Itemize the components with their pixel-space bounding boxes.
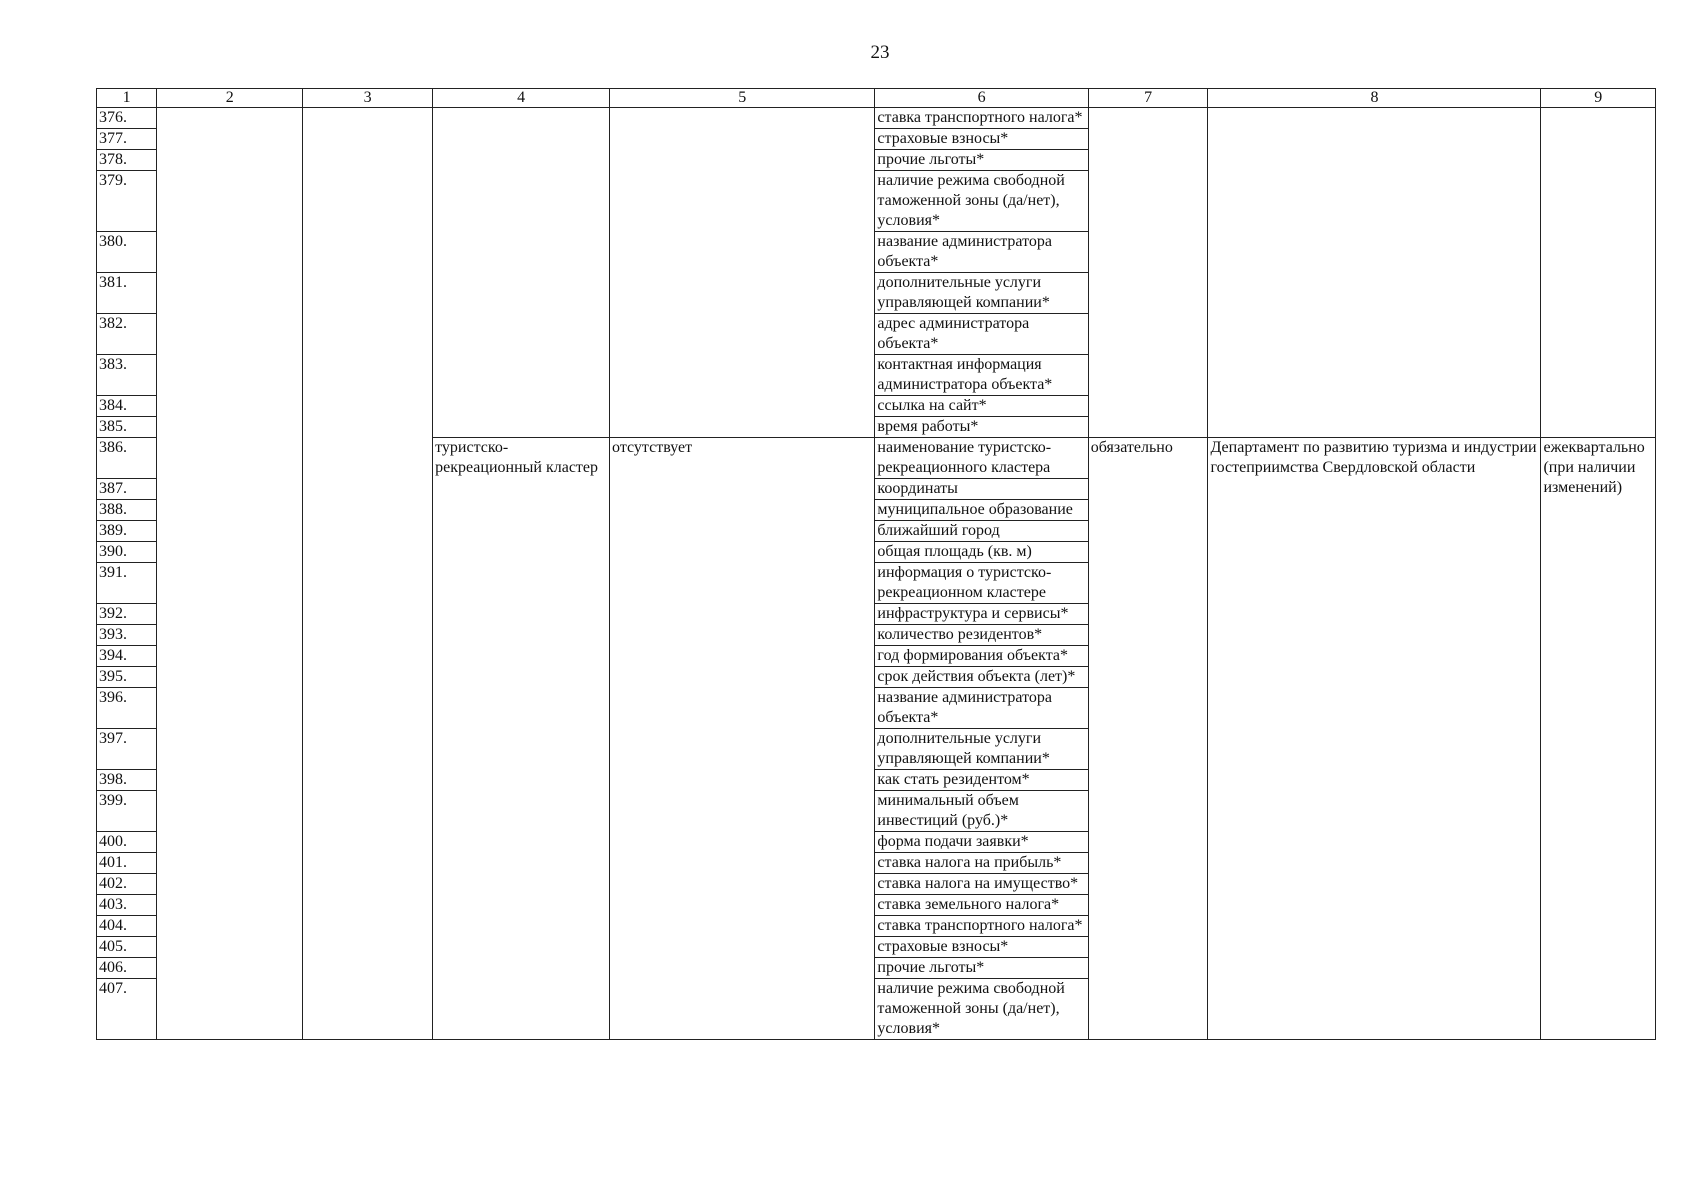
data-table (96, 88, 1656, 1040)
parameter-name: контактная информация администратора объекта* (875, 355, 1088, 396)
parameter-name: страховые взносы* (875, 937, 1088, 958)
parameter-name: ближайший город (875, 521, 1088, 542)
row-number: 401. (97, 853, 157, 874)
row-number: 389. (97, 521, 157, 542)
row-number: 405. (97, 937, 157, 958)
row-number: 402. (97, 874, 157, 895)
col-header-6: 6 (875, 89, 1088, 108)
row-number: 403. (97, 895, 157, 916)
col8-cell-group1 (1208, 108, 1541, 438)
row-number: 394. (97, 646, 157, 667)
parameter-name: количество резидентов* (875, 625, 1088, 646)
row-number: 397. (97, 729, 157, 770)
row-number: 384. (97, 396, 157, 417)
parameter-name: название администратора объекта* (875, 232, 1088, 273)
col-header-5: 5 (610, 89, 875, 108)
col-header-8: 8 (1208, 89, 1541, 108)
parameter-name: дополнительные услуги управляющей компании* (875, 729, 1088, 770)
parameter-name: год формирования объекта* (875, 646, 1088, 667)
row-number: 391. (97, 563, 157, 604)
parameter-name: минимальный объем инвестиций (руб.)* (875, 791, 1088, 832)
object-type-cell: туристско-рекреационный кластер (433, 438, 610, 1040)
row-number: 387. (97, 479, 157, 500)
column-number-header (97, 89, 1656, 108)
responsible-department-cell: Департамент по развитию туризма и индустрии гостеприимства Свердловской области (1208, 438, 1541, 1040)
parameter-name: ставка транспортного налога* (875, 916, 1088, 937)
parameter-name: наличие режима свободной таможенной зоны (да/нет), условия* (875, 171, 1088, 232)
table-row (97, 108, 1656, 129)
col5-cell-group1 (610, 108, 875, 438)
parameter-name: адрес администратора объекта* (875, 314, 1088, 355)
parameter-name: форма подачи заявки* (875, 832, 1088, 853)
col-header-7: 7 (1088, 89, 1208, 108)
update-frequency-cell: ежеквартально (при наличии изменений) (1541, 438, 1656, 1040)
parameter-name: как стать резидентом* (875, 770, 1088, 791)
parameter-name: прочие льготы* (875, 958, 1088, 979)
row-number: 385. (97, 417, 157, 438)
col-header-4: 4 (433, 89, 610, 108)
requirement-cell: обязательно (1088, 438, 1208, 1040)
col-header-1: 1 (97, 89, 157, 108)
row-number: 382. (97, 314, 157, 355)
parameter-name: наличие режима свободной таможенной зоны (да/нет), условия* (875, 979, 1088, 1040)
parameter-name: ставка налога на имущество* (875, 874, 1088, 895)
table-body (97, 108, 1656, 1040)
row-number: 381. (97, 273, 157, 314)
row-number: 398. (97, 770, 157, 791)
col7-cell-group1 (1088, 108, 1208, 438)
row-number: 380. (97, 232, 157, 273)
row-number: 376. (97, 108, 157, 129)
parameter-name: дополнительные услуги управляющей компании* (875, 273, 1088, 314)
parameter-name: наименование туристско-рекреационного кластера (875, 438, 1088, 479)
row-number: 400. (97, 832, 157, 853)
row-number: 395. (97, 667, 157, 688)
col3-cell (303, 108, 433, 1040)
col-header-3: 3 (303, 89, 433, 108)
row-number: 396. (97, 688, 157, 729)
parameter-name: страховые взносы* (875, 129, 1088, 150)
row-number: 388. (97, 500, 157, 521)
parameter-name: ставка земельного налога* (875, 895, 1088, 916)
parameter-name: время работы* (875, 417, 1088, 438)
parameter-name: название администратора объекта* (875, 688, 1088, 729)
col4-cell-group1 (433, 108, 610, 438)
parameter-name: координаты (875, 479, 1088, 500)
row-number: 383. (97, 355, 157, 396)
row-number: 404. (97, 916, 157, 937)
row-number: 386. (97, 438, 157, 479)
parameter-name: муниципальное образование (875, 500, 1088, 521)
row-number: 392. (97, 604, 157, 625)
page-number: 23 (870, 42, 890, 63)
row-number: 379. (97, 171, 157, 232)
row-number: 377. (97, 129, 157, 150)
col-header-2: 2 (157, 89, 303, 108)
row-number: 390. (97, 542, 157, 563)
col9-cell-group1 (1541, 108, 1656, 438)
col2-cell (157, 108, 303, 1040)
row-number: 407. (97, 979, 157, 1040)
parameter-name: ставка транспортного налога* (875, 108, 1088, 129)
parameter-name: информация о туристско-рекреационном кластере (875, 563, 1088, 604)
col-header-9: 9 (1541, 89, 1656, 108)
parameter-name: прочие льготы* (875, 150, 1088, 171)
row-number: 378. (97, 150, 157, 171)
parameter-name: ставка налога на прибыль* (875, 853, 1088, 874)
parameter-name: инфраструктура и сервисы* (875, 604, 1088, 625)
parameter-name: срок действия объекта (лет)* (875, 667, 1088, 688)
row-number: 406. (97, 958, 157, 979)
row-number: 393. (97, 625, 157, 646)
parameter-name: ссылка на сайт* (875, 396, 1088, 417)
row-number: 399. (97, 791, 157, 832)
availability-cell: отсутствует (610, 438, 875, 1040)
parameter-name: общая площадь (кв. м) (875, 542, 1088, 563)
